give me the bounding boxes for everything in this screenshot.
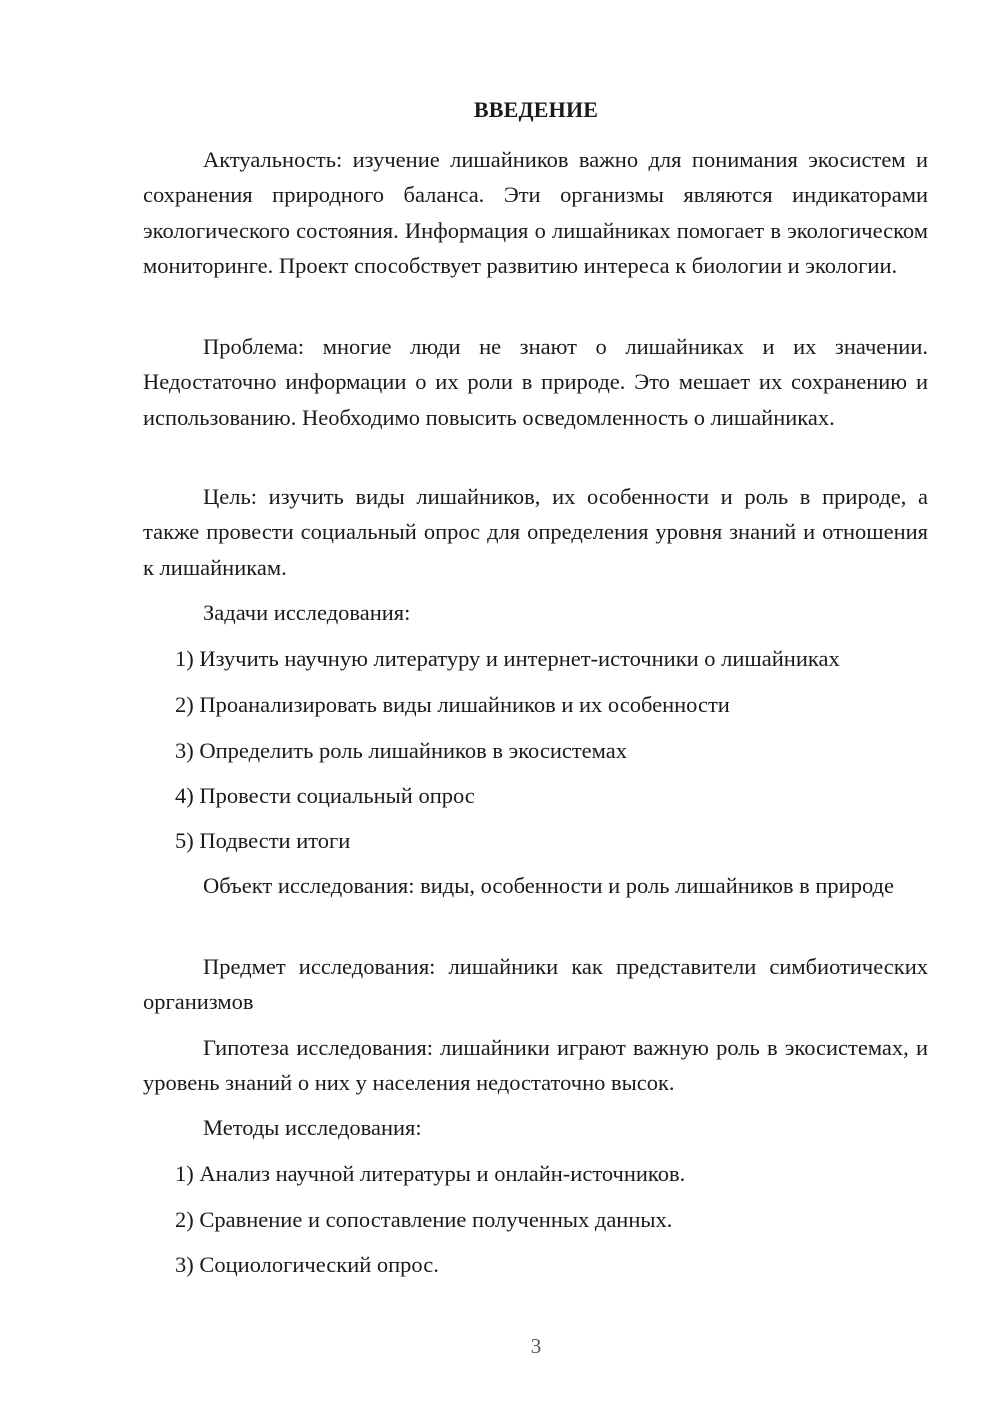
methods-heading: Методы исследования: xyxy=(203,1115,422,1140)
task-item: 1) Изучить научную литературу и интернет-источники о лишайниках xyxy=(175,646,840,671)
method-item: 1) Анализ научной литературы и онлайн-источников. xyxy=(175,1161,686,1186)
relevance-paragraph: Актуальность: изучение лишайников важно для понимания экосистем и сохранения природного баланса. Эти организмы являются индикаторами экологического состояния. Информация о лишайниках помогает в экологическом мониторинге. Проект способствует развитию интереса к биологии и экологии. xyxy=(143,147,928,278)
page-number: 3 xyxy=(530,1334,542,1358)
goal-paragraph: Цель: изучить виды лишайников, их особенности и роль в природе, а также провести социальный опрос для определения уровня знаний и отношения к лишайникам. xyxy=(143,484,928,580)
method-item: 3) Социологический опрос. xyxy=(175,1252,439,1277)
hypothesis-paragraph: Гипотеза исследования: лишайники играют важную роль в экосистемах, и уровень знаний о них у населения недостаточно высок. xyxy=(143,1035,928,1096)
task-item: 5) Подвести итоги xyxy=(175,828,351,853)
tasks-heading: Задачи исследования: xyxy=(203,600,411,625)
section-title: ВВЕДЕНИЕ xyxy=(473,97,599,122)
problem-paragraph: Проблема: многие люди не знают о лишайниках и их значении. Недостаточно информации о их роли в природе. Это мешает их сохранению и использованию. Необходимо повысить осведомленность о лишайниках. xyxy=(143,334,928,430)
subject-paragraph: Предмет исследования: лишайники как представители симбиотических организмов xyxy=(143,954,928,1015)
object-paragraph: Объект исследования: виды, особенности и роль лишайников в природе xyxy=(203,873,894,898)
task-item: 4) Провести социальный опрос xyxy=(175,783,475,808)
task-item: 2) Проанализировать виды лишайников и их особенности xyxy=(175,692,730,717)
method-item: 2) Сравнение и сопоставление полученных данных. xyxy=(175,1207,673,1232)
task-item: 3) Определить роль лишайников в экосистемах xyxy=(175,738,627,763)
